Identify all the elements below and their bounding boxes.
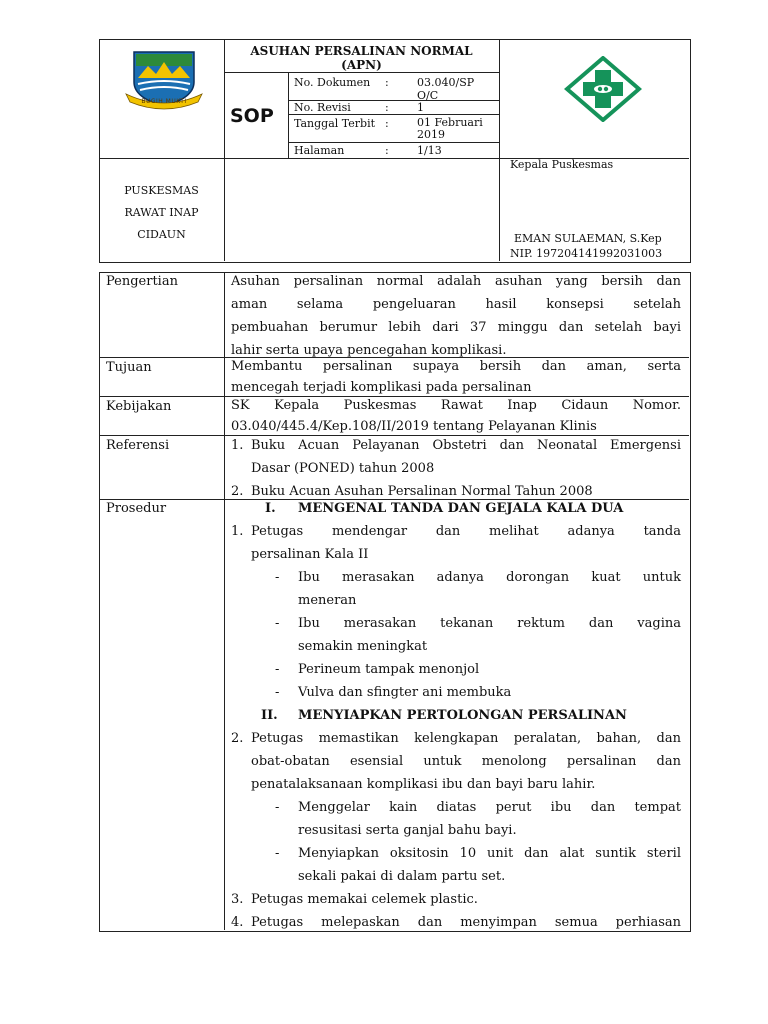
bullet-text: Ibu merasakan tekanan rektum dan vagina: [298, 616, 681, 631]
header-divider: [499, 39, 500, 261]
doc-field-label: No. Dokumen: [294, 76, 371, 89]
text-line: Membantu persalinan supaya bersih dan aman, serta: [231, 359, 681, 374]
doc-field-value: 03.040/SP O/C: [417, 76, 475, 102]
doc-field-label: No. Revisi: [294, 101, 351, 114]
district-logo-text: BUGIH MUKTI: [141, 98, 187, 105]
bullet-item: [231, 566, 681, 612]
heading-text: MENYIAPKAN PERTOLONGAN PERSALINAN: [298, 708, 627, 723]
header-divider: [224, 72, 499, 73]
step-number: 2.: [231, 731, 244, 746]
doc-field-value: 1: [417, 101, 424, 114]
list-item: [231, 434, 681, 480]
doc-field-colon: :: [385, 117, 389, 130]
text-line: 03.040/445.4/Kep.108/II/2019 tentang Pelayanan Klinis: [231, 419, 597, 434]
step-text: persalinan Kala II: [251, 547, 369, 562]
org-line: RAWAT INAP: [124, 206, 199, 219]
doc-field-colon: :: [385, 76, 389, 89]
header-divider: [288, 114, 499, 115]
bullet-item: [231, 681, 681, 704]
step-text: penatalaksanaan komplikasi ibu dan bayi baru lahir.: [251, 777, 596, 792]
bullet-item: [231, 842, 681, 888]
bullet-text: Menggelar kain diatas perut ibu dan tempat: [298, 800, 681, 815]
doc-field-value: 1/13: [417, 144, 442, 157]
section-heading: [231, 704, 681, 727]
heading-number: II.: [261, 708, 278, 723]
text-line: mencegah terjadi komplikasi pada persalinan: [231, 380, 532, 395]
bullet-glyph: -: [275, 570, 280, 585]
bullet-glyph: -: [275, 800, 280, 815]
heading-number: I.: [265, 501, 276, 516]
row-label: Referensi: [106, 438, 170, 453]
step-number: 1.: [231, 524, 244, 539]
organization-name: [99, 180, 224, 246]
doc-field-colon: :: [385, 101, 389, 114]
list-text: Buku Acuan Asuhan Persalinan Normal Tahun 2008: [251, 484, 593, 499]
title-line: ASUHAN PERSALINAN NORMAL: [250, 44, 473, 58]
bullet-glyph: -: [275, 685, 280, 700]
row-label: Prosedur: [106, 501, 167, 516]
head-name: EMAN SULAEMAN, S.Kep: [514, 232, 662, 245]
org-line: PUSKESMAS: [124, 184, 199, 197]
puskesmas-logo: [564, 56, 642, 122]
bullet-item: [231, 796, 681, 842]
referensi-list: [231, 434, 681, 503]
doc-field-colon: :: [385, 144, 389, 157]
bullet-text: Ibu merasakan adanya dorongan kuat untuk: [298, 570, 681, 585]
sop-label: SOP: [230, 105, 274, 127]
head-title: Kepala Puskesmas: [510, 158, 614, 171]
bullet-text: sekali pakai di dalam partu set.: [298, 869, 506, 884]
step-number: 4.: [231, 915, 244, 930]
org-line: CIDAUN: [137, 228, 186, 241]
text-line: Asuhan persalinan normal adalah asuhan yang bersih dan: [231, 274, 681, 289]
doc-field-label: Halaman: [294, 144, 345, 157]
step-number: 3.: [231, 892, 244, 907]
row-label: Tujuan: [106, 360, 152, 375]
bullet-glyph: -: [275, 616, 280, 631]
step-text: Petugas memastikan kelengkapan peralatan, bahan, dan: [251, 731, 681, 746]
list-number: 1.: [231, 438, 244, 453]
step-text: Petugas memakai celemek plastic.: [251, 892, 478, 907]
list-text: Dasar (PONED) tahun 2008: [251, 461, 435, 476]
step-item: [231, 520, 681, 566]
title-line: (APN): [341, 58, 382, 72]
step-text: Petugas melepaskan dan menyimpan semua perhiasan: [251, 915, 681, 930]
document-title: [224, 44, 499, 72]
step-item: [231, 727, 681, 796]
bullet-text: Perineum tampak menonjol: [298, 662, 480, 677]
list-number: 2.: [231, 484, 244, 499]
bullet-text: Vulva dan sfingter ani membuka: [298, 685, 512, 700]
bullet-text: resusitasi serta ganjal bahu bayi.: [298, 823, 517, 838]
step-item: [231, 911, 681, 934]
section-heading: [231, 497, 681, 520]
text-line: pembuahan berumur lebih dari 37 minggu dan setelah bayi: [231, 320, 681, 335]
bullet-glyph: -: [275, 662, 280, 677]
step-text: Petugas mendengar dan melihat adanya tanda: [251, 524, 681, 539]
header-divider: [288, 72, 289, 158]
text-line: SK Kepala Puskesmas Rawat Inap Cidaun Nomor.: [231, 398, 681, 413]
heading-text: MENGENAL TANDA DAN GEJALA KALA DUA: [298, 501, 624, 516]
bullet-text: Menyiapkan oksitosin 10 unit dan alat suntik steril: [298, 846, 681, 861]
text-line: lahir serta upaya pencegahan komplikasi.: [231, 343, 507, 358]
pengertian-text: [231, 270, 681, 362]
tujuan-text: [231, 356, 681, 398]
kebijakan-text: [231, 395, 681, 437]
step-text: obat-obatan esensial untuk menolong persalinan dan: [251, 754, 681, 769]
bullet-text: semakin meningkat: [298, 639, 428, 654]
bullet-text: meneran: [298, 593, 357, 608]
prosedur-content: [231, 497, 681, 934]
step-item: [231, 888, 681, 911]
bullet-item: [231, 658, 681, 681]
bullet-item: [231, 612, 681, 658]
list-text: Buku Acuan Pelayanan Obstetri dan Neonatal Emergensi: [251, 438, 681, 453]
bullet-glyph: -: [275, 846, 280, 861]
doc-field-label: Tanggal Terbit: [294, 117, 376, 130]
table-column-divider: [224, 272, 225, 930]
text-line: aman selama pengeluaran hasil konsepsi setelah: [231, 297, 681, 312]
row-label: Pengertian: [106, 274, 178, 289]
header-divider: [288, 142, 499, 143]
row-label: Kebijakan: [106, 399, 172, 414]
head-nip: NIP. 197204141992031003: [510, 247, 663, 260]
doc-field-value: 01 Februari 2019: [417, 116, 483, 141]
